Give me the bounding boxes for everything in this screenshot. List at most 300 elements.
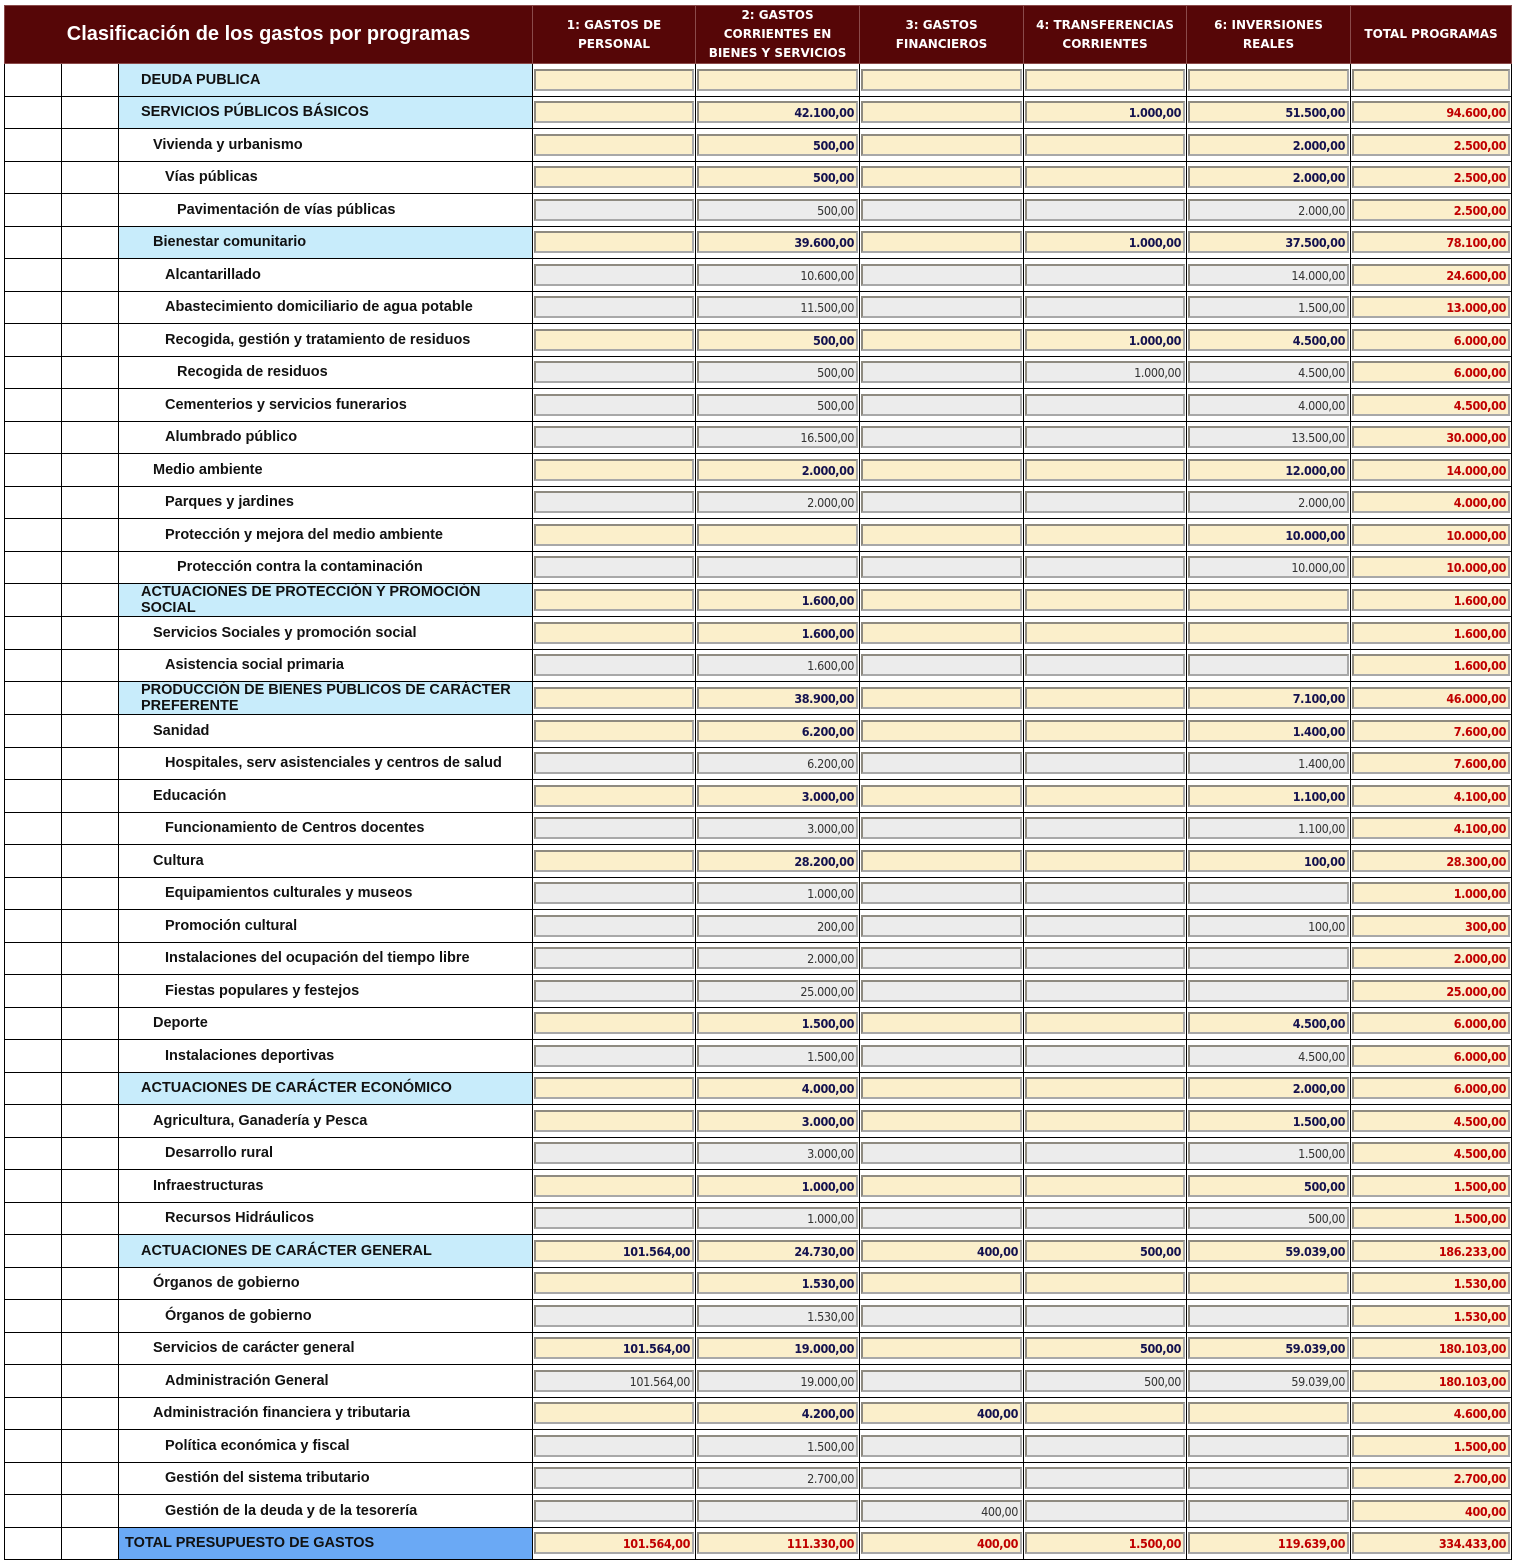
- amount-field-total[interactable]: 2.500,00: [1352, 166, 1510, 188]
- amount-field-total[interactable]: 2.000,00: [1352, 947, 1510, 969]
- amount-field-financieros[interactable]: [861, 69, 1022, 91]
- amount-field-transferencias[interactable]: 1.000,00: [1025, 231, 1185, 253]
- amount-field-total[interactable]: 4.100,00: [1352, 785, 1510, 807]
- amount-field-bienes-servicios[interactable]: 1.530,00: [697, 1305, 858, 1327]
- amount-field-financieros[interactable]: 400,00: [861, 1532, 1022, 1554]
- amount-field-total[interactable]: 24.600,00: [1352, 264, 1510, 286]
- amount-field-personal[interactable]: [534, 264, 694, 286]
- amount-cell: [1351, 226, 1512, 259]
- amount-field-financieros[interactable]: [861, 199, 1022, 221]
- amount-field-inversiones[interactable]: 14.000,00: [1188, 264, 1349, 286]
- amount-field-inversiones[interactable]: 4.500,00: [1188, 329, 1349, 351]
- amount-field-inversiones[interactable]: 7.100,00: [1188, 687, 1349, 709]
- amount-field-financieros[interactable]: [861, 915, 1022, 937]
- amount-field-bienes-servicios[interactable]: 3.000,00: [697, 1110, 858, 1132]
- amount-field-inversiones[interactable]: 59.039,00: [1188, 1337, 1349, 1359]
- amount-field-personal[interactable]: 101.564,00: [534, 1370, 694, 1392]
- amount-field-total[interactable]: 1.500,00: [1352, 1175, 1510, 1197]
- amount-field-total[interactable]: 46.000,00: [1352, 687, 1510, 709]
- amount-field-total[interactable]: 10.000,00: [1352, 524, 1510, 546]
- amount-cell: [696, 1235, 860, 1268]
- amount-field-total[interactable]: 180.103,00: [1352, 1370, 1510, 1392]
- amount-field-total[interactable]: 1.000,00: [1352, 882, 1510, 904]
- amount-field-bienes-servicios[interactable]: 2.000,00: [697, 491, 858, 513]
- amount-field-bienes-servicios[interactable]: 1.500,00: [697, 1045, 858, 1067]
- amount-field-total[interactable]: 94.600,00: [1352, 101, 1510, 123]
- amount-field-financieros[interactable]: [861, 654, 1022, 676]
- amount-field-inversiones[interactable]: [1188, 69, 1349, 91]
- amount-field-inversiones[interactable]: 4.500,00: [1188, 361, 1349, 383]
- amount-field-transferencias[interactable]: [1025, 980, 1185, 1002]
- amount-field-financieros[interactable]: [861, 264, 1022, 286]
- amount-field-total[interactable]: 186.233,00: [1352, 1240, 1510, 1262]
- amount-cell: [860, 1365, 1024, 1398]
- amount-field-bienes-servicios[interactable]: 1.600,00: [697, 622, 858, 644]
- amount-field-financieros[interactable]: [861, 1337, 1022, 1359]
- amount-field-personal[interactable]: [534, 622, 694, 644]
- amount-field-personal[interactable]: [534, 1175, 694, 1197]
- amount-field-personal[interactable]: [534, 556, 694, 578]
- amount-field-inversiones[interactable]: 12.000,00: [1188, 459, 1349, 481]
- amount-field-bienes-servicios[interactable]: 500,00: [697, 134, 858, 156]
- amount-field-bienes-servicios[interactable]: 1.530,00: [697, 1272, 858, 1294]
- amount-field-transferencias[interactable]: [1025, 589, 1185, 611]
- amount-field-personal[interactable]: [534, 1435, 694, 1457]
- amount-field-bienes-servicios[interactable]: 28.200,00: [697, 850, 858, 872]
- amount-field-personal[interactable]: [534, 101, 694, 123]
- amount-field-bienes-servicios[interactable]: 2.700,00: [697, 1467, 858, 1489]
- amount-field-transferencias[interactable]: [1025, 199, 1185, 221]
- amount-field-transferencias[interactable]: [1025, 1467, 1185, 1489]
- amount-field-personal[interactable]: [534, 687, 694, 709]
- amount-field-financieros[interactable]: [861, 1077, 1022, 1099]
- amount-field-total[interactable]: 4.500,00: [1352, 394, 1510, 416]
- amount-field-total[interactable]: 7.600,00: [1352, 720, 1510, 742]
- amount-field-inversiones[interactable]: 500,00: [1188, 1207, 1349, 1229]
- amount-field-transferencias[interactable]: [1025, 264, 1185, 286]
- amount-field-financieros[interactable]: [861, 1012, 1022, 1034]
- table-row: [5, 1300, 1512, 1333]
- amount-field-personal[interactable]: [534, 850, 694, 872]
- amount-field-bienes-servicios[interactable]: 3.000,00: [697, 817, 858, 839]
- amount-field-financieros[interactable]: [861, 1435, 1022, 1457]
- amount-field-financieros[interactable]: [861, 1045, 1022, 1067]
- amount-field-personal[interactable]: [534, 426, 694, 448]
- amount-field-inversiones[interactable]: 2.000,00: [1188, 166, 1349, 188]
- amount-field-personal[interactable]: 101.564,00: [534, 1337, 694, 1359]
- amount-field-total[interactable]: 10.000,00: [1352, 556, 1510, 578]
- amount-field-bienes-servicios[interactable]: [697, 1500, 858, 1522]
- amount-field-financieros[interactable]: [861, 556, 1022, 578]
- amount-field-financieros[interactable]: [861, 1305, 1022, 1327]
- amount-field-transferencias[interactable]: [1025, 915, 1185, 937]
- amount-field-bienes-servicios[interactable]: 1.000,00: [697, 882, 858, 904]
- amount-field-financieros[interactable]: [861, 882, 1022, 904]
- amount-field-total[interactable]: 13.000,00: [1352, 296, 1510, 318]
- amount-field-financieros[interactable]: 400,00: [861, 1500, 1022, 1522]
- code-cell: [5, 1235, 62, 1268]
- amount-field-transferencias[interactable]: [1025, 1500, 1185, 1522]
- amount-field-total[interactable]: [1352, 69, 1510, 91]
- amount-field-bienes-servicios[interactable]: 11.500,00: [697, 296, 858, 318]
- amount-field-bienes-servicios[interactable]: 500,00: [697, 166, 858, 188]
- amount-field-inversiones[interactable]: [1188, 980, 1349, 1002]
- amount-field-total[interactable]: 400,00: [1352, 1500, 1510, 1522]
- amount-field-bienes-servicios[interactable]: [697, 556, 858, 578]
- amount-field-financieros[interactable]: [861, 491, 1022, 513]
- code-cell: [62, 682, 119, 715]
- amount-field-bienes-servicios[interactable]: 4.200,00: [697, 1402, 858, 1424]
- amount-field-bienes-servicios[interactable]: 6.200,00: [697, 752, 858, 774]
- amount-field-bienes-servicios[interactable]: 10.600,00: [697, 264, 858, 286]
- amount-field-total[interactable]: 4.000,00: [1352, 491, 1510, 513]
- amount-field-inversiones[interactable]: [1188, 1467, 1349, 1489]
- amount-field-transferencias[interactable]: [1025, 654, 1185, 676]
- code-cell: [62, 1300, 119, 1333]
- amount-field-transferencias[interactable]: [1025, 69, 1185, 91]
- amount-field-transferencias[interactable]: [1025, 850, 1185, 872]
- amount-cell: [1024, 975, 1187, 1008]
- amount-field-financieros[interactable]: [861, 1207, 1022, 1229]
- amount-field-financieros[interactable]: [861, 361, 1022, 383]
- amount-cell: [860, 1430, 1024, 1463]
- amount-field-bienes-servicios[interactable]: 500,00: [697, 394, 858, 416]
- amount-field-total[interactable]: 300,00: [1352, 915, 1510, 937]
- amount-field-bienes-servicios[interactable]: 24.730,00: [697, 1240, 858, 1262]
- amount-field-personal[interactable]: [534, 1272, 694, 1294]
- amount-field-transferencias[interactable]: 500,00: [1025, 1337, 1185, 1359]
- amount-cell: [1351, 910, 1512, 943]
- amount-field-inversiones[interactable]: [1188, 1500, 1349, 1522]
- amount-field-inversiones[interactable]: 1.400,00: [1188, 720, 1349, 742]
- amount-field-transferencias[interactable]: [1025, 1142, 1185, 1164]
- amount-field-personal[interactable]: [534, 199, 694, 221]
- amount-field-financieros[interactable]: [861, 524, 1022, 546]
- amount-field-personal[interactable]: [534, 752, 694, 774]
- amount-field-personal[interactable]: [534, 1305, 694, 1327]
- amount-field-transferencias[interactable]: 500,00: [1025, 1370, 1185, 1392]
- amount-field-transferencias[interactable]: [1025, 1110, 1185, 1132]
- amount-field-personal[interactable]: [534, 361, 694, 383]
- amount-field-total[interactable]: 334.433,00: [1352, 1532, 1510, 1554]
- amount-field-transferencias[interactable]: [1025, 166, 1185, 188]
- amount-cell: [1024, 1007, 1187, 1040]
- amount-field-transferencias[interactable]: [1025, 556, 1185, 578]
- amount-field-transferencias[interactable]: [1025, 817, 1185, 839]
- amount-field-bienes-servicios[interactable]: 200,00: [697, 915, 858, 937]
- amount-field-inversiones[interactable]: 10.000,00: [1188, 556, 1349, 578]
- amount-field-transferencias[interactable]: [1025, 687, 1185, 709]
- amount-field-total[interactable]: 1.500,00: [1352, 1207, 1510, 1229]
- amount-field-bienes-servicios[interactable]: 39.600,00: [697, 231, 858, 253]
- amount-field-inversiones[interactable]: 1.400,00: [1188, 752, 1349, 774]
- amount-field-personal[interactable]: 101.564,00: [534, 1240, 694, 1262]
- amount-field-personal[interactable]: [534, 1500, 694, 1522]
- amount-field-financieros[interactable]: [861, 622, 1022, 644]
- amount-field-transferencias[interactable]: 500,00: [1025, 1240, 1185, 1262]
- row-label-cell: [119, 389, 533, 422]
- amount-field-financieros[interactable]: [861, 785, 1022, 807]
- amount-field-personal[interactable]: [534, 1077, 694, 1099]
- amount-field-personal[interactable]: [534, 1467, 694, 1489]
- amount-field-transferencias[interactable]: [1025, 524, 1185, 546]
- amount-field-total[interactable]: 30.000,00: [1352, 426, 1510, 448]
- amount-field-personal[interactable]: [534, 1142, 694, 1164]
- amount-field-total[interactable]: 6.000,00: [1352, 1077, 1510, 1099]
- amount-field-inversiones[interactable]: 4.500,00: [1188, 1045, 1349, 1067]
- amount-field-total[interactable]: 1.600,00: [1352, 654, 1510, 676]
- amount-field-financieros[interactable]: [861, 1272, 1022, 1294]
- amount-field-total[interactable]: 4.600,00: [1352, 1402, 1510, 1424]
- amount-field-transferencias[interactable]: 1.500,00: [1025, 1532, 1185, 1554]
- amount-field-transferencias[interactable]: [1025, 882, 1185, 904]
- amount-field-bienes-servicios[interactable]: 19.000,00: [697, 1370, 858, 1392]
- amount-field-total[interactable]: 28.300,00: [1352, 850, 1510, 872]
- amount-cell: [696, 1300, 860, 1333]
- amount-field-total[interactable]: 6.000,00: [1352, 1012, 1510, 1034]
- amount-field-inversiones[interactable]: [1188, 947, 1349, 969]
- amount-field-bienes-servicios[interactable]: 4.000,00: [697, 1077, 858, 1099]
- amount-field-financieros[interactable]: [861, 134, 1022, 156]
- amount-field-inversiones[interactable]: 59.039,00: [1188, 1240, 1349, 1262]
- amount-field-personal[interactable]: [534, 69, 694, 91]
- amount-field-personal[interactable]: [534, 166, 694, 188]
- amount-field-personal[interactable]: [534, 296, 694, 318]
- amount-field-total[interactable]: 1.600,00: [1352, 589, 1510, 611]
- amount-field-financieros[interactable]: [861, 947, 1022, 969]
- amount-field-inversiones[interactable]: 4.500,00: [1188, 1012, 1349, 1034]
- amount-field-personal[interactable]: [534, 1045, 694, 1067]
- amount-field-inversiones[interactable]: 4.000,00: [1188, 394, 1349, 416]
- amount-field-bienes-servicios[interactable]: 1.600,00: [697, 654, 858, 676]
- amount-field-personal[interactable]: [534, 1110, 694, 1132]
- amount-field-transferencias[interactable]: [1025, 1012, 1185, 1034]
- amount-field-personal[interactable]: [534, 1402, 694, 1424]
- amount-field-inversiones[interactable]: 2.000,00: [1188, 1077, 1349, 1099]
- amount-field-inversiones[interactable]: 1.500,00: [1188, 1110, 1349, 1132]
- amount-field-financieros[interactable]: [861, 101, 1022, 123]
- amount-field-inversiones[interactable]: 59.039,00: [1188, 1370, 1349, 1392]
- amount-field-total[interactable]: 1.500,00: [1352, 1435, 1510, 1457]
- amount-field-inversiones[interactable]: 10.000,00: [1188, 524, 1349, 546]
- amount-field-transferencias[interactable]: [1025, 1305, 1185, 1327]
- amount-field-transferencias[interactable]: [1025, 459, 1185, 481]
- amount-field-total[interactable]: 2.500,00: [1352, 199, 1510, 221]
- amount-field-bienes-servicios[interactable]: 19.000,00: [697, 1337, 858, 1359]
- amount-field-transferencias[interactable]: 1.000,00: [1025, 361, 1185, 383]
- amount-field-inversiones[interactable]: [1188, 622, 1349, 644]
- amount-field-bienes-servicios[interactable]: 38.900,00: [697, 687, 858, 709]
- amount-field-total[interactable]: 1.530,00: [1352, 1305, 1510, 1327]
- amount-field-financieros[interactable]: [861, 459, 1022, 481]
- amount-field-transferencias[interactable]: [1025, 1175, 1185, 1197]
- amount-field-transferencias[interactable]: [1025, 1207, 1185, 1229]
- amount-field-total[interactable]: 2.500,00: [1352, 134, 1510, 156]
- section-row: [5, 226, 1512, 259]
- amount-field-bienes-servicios[interactable]: 3.000,00: [697, 785, 858, 807]
- amount-field-transferencias[interactable]: [1025, 134, 1185, 156]
- amount-field-financieros[interactable]: [861, 980, 1022, 1002]
- amount-field-total[interactable]: 4.100,00: [1352, 817, 1510, 839]
- amount-field-financieros[interactable]: [861, 231, 1022, 253]
- amount-field-inversiones[interactable]: [1188, 882, 1349, 904]
- amount-cell: [696, 421, 860, 454]
- amount-field-inversiones[interactable]: [1188, 1402, 1349, 1424]
- amount-field-personal[interactable]: [534, 720, 694, 742]
- amount-field-inversiones[interactable]: 51.500,00: [1188, 101, 1349, 123]
- amount-field-inversiones[interactable]: [1188, 654, 1349, 676]
- amount-field-total[interactable]: 4.500,00: [1352, 1142, 1510, 1164]
- amount-field-bienes-servicios[interactable]: 500,00: [697, 329, 858, 351]
- table-row: [5, 1040, 1512, 1073]
- amount-field-inversiones[interactable]: 500,00: [1188, 1175, 1349, 1197]
- amount-field-bienes-servicios[interactable]: [697, 524, 858, 546]
- amount-field-inversiones[interactable]: 37.500,00: [1188, 231, 1349, 253]
- amount-field-financieros[interactable]: [861, 1175, 1022, 1197]
- amount-field-personal[interactable]: [534, 1012, 694, 1034]
- amount-field-inversiones[interactable]: [1188, 589, 1349, 611]
- amount-field-bienes-servicios[interactable]: 1.000,00: [697, 1207, 858, 1229]
- amount-field-financieros[interactable]: [861, 394, 1022, 416]
- amount-field-inversiones[interactable]: 100,00: [1188, 915, 1349, 937]
- amount-field-total[interactable]: 4.500,00: [1352, 1110, 1510, 1132]
- amount-field-bienes-servicios[interactable]: 3.000,00: [697, 1142, 858, 1164]
- amount-field-inversiones[interactable]: [1188, 1272, 1349, 1294]
- amount-field-total[interactable]: 78.100,00: [1352, 231, 1510, 253]
- amount-cell: [860, 1397, 1024, 1430]
- table-row: [5, 161, 1512, 194]
- table-row: [5, 519, 1512, 552]
- amount-field-inversiones[interactable]: 13.500,00: [1188, 426, 1349, 448]
- amount-field-transferencias[interactable]: [1025, 947, 1185, 969]
- amount-cell: [696, 1105, 860, 1138]
- amount-field-bienes-servicios[interactable]: 500,00: [697, 199, 858, 221]
- amount-field-total[interactable]: 2.700,00: [1352, 1467, 1510, 1489]
- amount-field-inversiones[interactable]: 2.000,00: [1188, 134, 1349, 156]
- amount-field-inversiones[interactable]: 1.100,00: [1188, 817, 1349, 839]
- amount-field-total[interactable]: 6.000,00: [1352, 361, 1510, 383]
- amount-cell: [533, 1527, 696, 1560]
- amount-field-transferencias[interactable]: [1025, 720, 1185, 742]
- amount-field-transferencias[interactable]: [1025, 1045, 1185, 1067]
- amount-field-total[interactable]: 1.600,00: [1352, 622, 1510, 644]
- amount-field-financieros[interactable]: [861, 817, 1022, 839]
- amount-field-total[interactable]: 1.530,00: [1352, 1272, 1510, 1294]
- amount-field-bienes-servicios[interactable]: 1.500,00: [697, 1435, 858, 1457]
- amount-field-personal[interactable]: [534, 394, 694, 416]
- amount-field-personal[interactable]: 101.564,00: [534, 1532, 694, 1554]
- amount-field-personal[interactable]: [534, 785, 694, 807]
- amount-field-personal[interactable]: [534, 654, 694, 676]
- amount-field-financieros[interactable]: [861, 329, 1022, 351]
- amount-field-bienes-servicios[interactable]: 25.000,00: [697, 980, 858, 1002]
- amount-field-bienes-servicios[interactable]: 2.000,00: [697, 459, 858, 481]
- amount-field-financieros[interactable]: [861, 752, 1022, 774]
- amount-field-transferencias[interactable]: [1025, 426, 1185, 448]
- amount-field-personal[interactable]: [534, 134, 694, 156]
- amount-field-transferencias[interactable]: [1025, 296, 1185, 318]
- amount-field-personal[interactable]: [534, 231, 694, 253]
- amount-field-inversiones[interactable]: 119.639,00: [1188, 1532, 1349, 1554]
- amount-field-financieros[interactable]: [861, 687, 1022, 709]
- amount-field-total[interactable]: 14.000,00: [1352, 459, 1510, 481]
- amount-field-personal[interactable]: [534, 589, 694, 611]
- amount-field-transferencias[interactable]: [1025, 1077, 1185, 1099]
- amount-field-total[interactable]: 180.103,00: [1352, 1337, 1510, 1359]
- amount-field-bienes-servicios[interactable]: 1.500,00: [697, 1012, 858, 1034]
- table-row: [5, 194, 1512, 227]
- amount-field-personal[interactable]: [534, 329, 694, 351]
- amount-field-personal[interactable]: [534, 1207, 694, 1229]
- amount-field-financieros[interactable]: [861, 166, 1022, 188]
- amount-field-financieros[interactable]: 400,00: [861, 1240, 1022, 1262]
- amount-field-transferencias[interactable]: [1025, 1402, 1185, 1424]
- amount-field-bienes-servicios[interactable]: 500,00: [697, 361, 858, 383]
- amount-field-transferencias[interactable]: [1025, 1435, 1185, 1457]
- amount-field-inversiones[interactable]: [1188, 1435, 1349, 1457]
- amount-field-inversiones[interactable]: [1188, 1305, 1349, 1327]
- amount-field-personal[interactable]: [534, 491, 694, 513]
- amount-field-personal[interactable]: [534, 882, 694, 904]
- amount-field-transferencias[interactable]: [1025, 491, 1185, 513]
- amount-field-transferencias[interactable]: [1025, 785, 1185, 807]
- amount-field-personal[interactable]: [534, 980, 694, 1002]
- amount-field-financieros[interactable]: [861, 850, 1022, 872]
- amount-field-personal[interactable]: [534, 524, 694, 546]
- amount-field-transferencias[interactable]: [1025, 752, 1185, 774]
- amount-field-bienes-servicios[interactable]: [697, 69, 858, 91]
- amount-field-financieros[interactable]: [861, 426, 1022, 448]
- amount-field-total[interactable]: 25.000,00: [1352, 980, 1510, 1002]
- amount-field-financieros[interactable]: 400,00: [861, 1402, 1022, 1424]
- amount-field-financieros[interactable]: [861, 720, 1022, 742]
- amount-field-bienes-servicios[interactable]: 111.330,00: [697, 1532, 858, 1554]
- amount-field-transferencias[interactable]: 1.000,00: [1025, 329, 1185, 351]
- amount-field-inversiones[interactable]: 2.000,00: [1188, 199, 1349, 221]
- amount-cell: [860, 259, 1024, 292]
- amount-field-inversiones[interactable]: 2.000,00: [1188, 491, 1349, 513]
- amount-field-personal[interactable]: [534, 817, 694, 839]
- amount-field-transferencias[interactable]: [1025, 622, 1185, 644]
- amount-field-personal[interactable]: [534, 459, 694, 481]
- amount-field-bienes-servicios[interactable]: 2.000,00: [697, 947, 858, 969]
- amount-field-transferencias[interactable]: [1025, 394, 1185, 416]
- amount-field-personal[interactable]: [534, 915, 694, 937]
- amount-field-bienes-servicios[interactable]: 1.000,00: [697, 1175, 858, 1197]
- code-cell: [5, 389, 62, 422]
- amount-field-inversiones[interactable]: 1.500,00: [1188, 296, 1349, 318]
- amount-field-personal[interactable]: [534, 947, 694, 969]
- amount-field-inversiones[interactable]: 100,00: [1188, 850, 1349, 872]
- amount-field-bienes-servicios[interactable]: 16.500,00: [697, 426, 858, 448]
- amount-field-transferencias[interactable]: [1025, 1272, 1185, 1294]
- amount-field-financieros[interactable]: [861, 1467, 1022, 1489]
- amount-field-total[interactable]: 6.000,00: [1352, 1045, 1510, 1067]
- amount-field-financieros[interactable]: [861, 1142, 1022, 1164]
- amount-field-financieros[interactable]: [861, 1110, 1022, 1132]
- amount-field-bienes-servicios[interactable]: 6.200,00: [697, 720, 858, 742]
- amount-field-financieros[interactable]: [861, 296, 1022, 318]
- amount-field-bienes-servicios[interactable]: 42.100,00: [697, 101, 858, 123]
- amount-field-financieros[interactable]: [861, 1370, 1022, 1392]
- amount-field-total[interactable]: 6.000,00: [1352, 329, 1510, 351]
- amount-field-inversiones[interactable]: 1.100,00: [1188, 785, 1349, 807]
- amount-field-bienes-servicios[interactable]: 1.600,00: [697, 589, 858, 611]
- amount-field-total[interactable]: 7.600,00: [1352, 752, 1510, 774]
- amount-field-transferencias[interactable]: 1.000,00: [1025, 101, 1185, 123]
- amount-field-financieros[interactable]: [861, 589, 1022, 611]
- amount-field-inversiones[interactable]: 1.500,00: [1188, 1142, 1349, 1164]
